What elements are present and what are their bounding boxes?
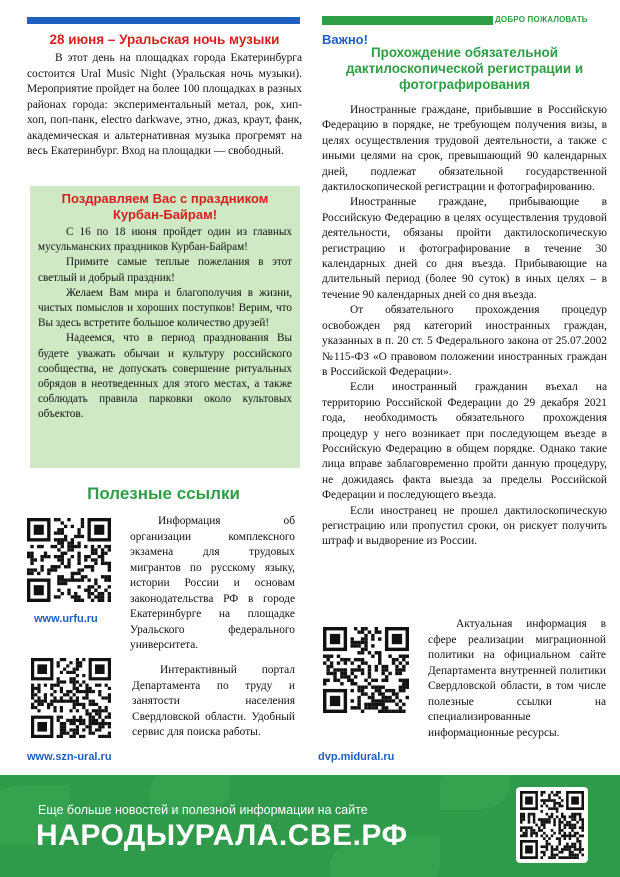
link-text-szn: Интерактивный портал Департамента по труду и занятости населения Свердловской области. Удобный сервис для поиска работы. [132,664,295,738]
footer-site-link[interactable]: НАРОДЫУРАЛА.СВЕ.РФ [36,819,408,852]
music-title: 28 июня – Уральская ночь музыки [49,32,280,47]
important-label: Важно! [322,32,368,47]
music-text: В этот день на площадках города Екатеринбурга состоится Ural Music Night (Уральская ночь музыки). Мероприятие пройдет на более 100 площадках в разных районах города: экспериментальный метал, рок, хип-хоп, поп-панк, electro darkwave, этно, джаз, краут, фанк, академическая и альтернативная музыка прогремят на весь Екатеринбург. Вход на площадки — свободный. [27,52,302,157]
header-bar-green [322,16,493,25]
qr-code-icon[interactable] [323,627,409,713]
welcome-label: ДОБРО ПОЖАЛОВАТЬ [495,15,588,24]
holiday-paragraph-2: Примите самые теплые пожелания в этот светлый и добрый праздник! [38,256,292,284]
qr-code-icon[interactable] [516,787,588,863]
important-title: Прохождение обязательной дактилоскопической регистрации и фотографирования [345,45,584,92]
important-paragraph-2: Иностранные граждане, прибывающие в Российскую Федерацию в целях осуществления трудовой деятельности, обязаны пройти дактилоскопическую регистрацию и фотографирование в течение 30 календарных дней со дня въезда. Прибывающие на длительный период (более 90 суток) в иных целях – в течение 90 календарных дней со дня въезда. [322,196,607,301]
holiday-paragraph-4: Надеемся, что в период празднования Вы будете уважать обычаи и культуру российского сообщества, не допускать совершение ритуальных обрядов в неотведенных для этого местах, а также соблюдать правила парковки около культовых объектов. [38,332,292,421]
important-paragraph-5: Если иностранец не прошел дактилоскопическую регистрацию или пропустил сроки, он рискует получить штраф и выдворение из России. [322,504,607,548]
link-szn-ural[interactable]: www.szn-ural.ru [27,751,112,763]
holiday-paragraph-3: Желаем Вам мира и благополучия в жизни, чистых помыслов и хороших поступков! Верим, что Вы здесь встретите большое количество друзей! [38,286,292,330]
music-article [27,32,302,160]
footer-tagline: Еще больше новостей и полезной информации на сайте [38,803,368,817]
footer-banner [0,775,620,877]
important-article [322,32,607,550]
important-paragraph-1: Иностранные граждане, прибывшие в Российскую Федерацию в порядке, не требующем получения визы, в целях осуществления трудовой деятельности, а также с иными целями на срок, превышающий 90 календарных дней, подлежат обязательной государственной дактилоскопической регистрации и фотографированию. [322,104,607,194]
holiday-title: Поздравляем Вас с праздником Курбан-Байрам! [61,191,269,222]
holiday-greeting-box [30,186,300,468]
qr-code-icon[interactable] [31,658,111,738]
important-paragraph-3: От обязательного прохождения процедур освобожден ряд категорий иностранных граждан, указанных в п. 20 ст. 5 Федерального закона от 25.07.2002 №115-ФЗ «О правовом положении иностранных граждан в Российской Федерации». [322,304,607,378]
link-text-urfu: Информация об организации комплексного экзамена для трудовых мигрантов по русскому языку, истории России и основам законодательства РФ в городе Екатеринбурге на площадке Уральского федерального университета. [130,515,295,651]
qr-code-icon[interactable] [27,518,111,602]
important-paragraph-4: Если иностранный гражданин въехал на территорию Российской Федерации до 29 декабря 2021 года, необходимость обязательного прохождения процедур у него возникает при последующем въезде в Российскую Федерацию в общем порядке. Однако такие лица вправе заблаговременно пройти данную процедуру, не дожидаясь факта выезда за пределы Российской Федерации и последующего въезда. [322,381,607,502]
header-bar-blue [27,17,300,24]
leaf-decoration [440,775,510,810]
link-text-dvp: Актуальная информация в сфере реализации миграционной политики на официальном сайте Департамента внутренней политики Свердловской области, в том числе полезные ссылки на специализированные информационные ресурсы. [428,618,606,739]
link-dvp-midural[interactable]: dvp.midural.ru [318,751,395,763]
useful-links-title: Полезные ссылки [87,484,240,503]
holiday-paragraph-1: С 16 по 18 июня пройдет один из главных мусульманских праздников Курбан-Байрам! [38,226,292,254]
link-urfu[interactable]: www.urfu.ru [34,613,98,625]
